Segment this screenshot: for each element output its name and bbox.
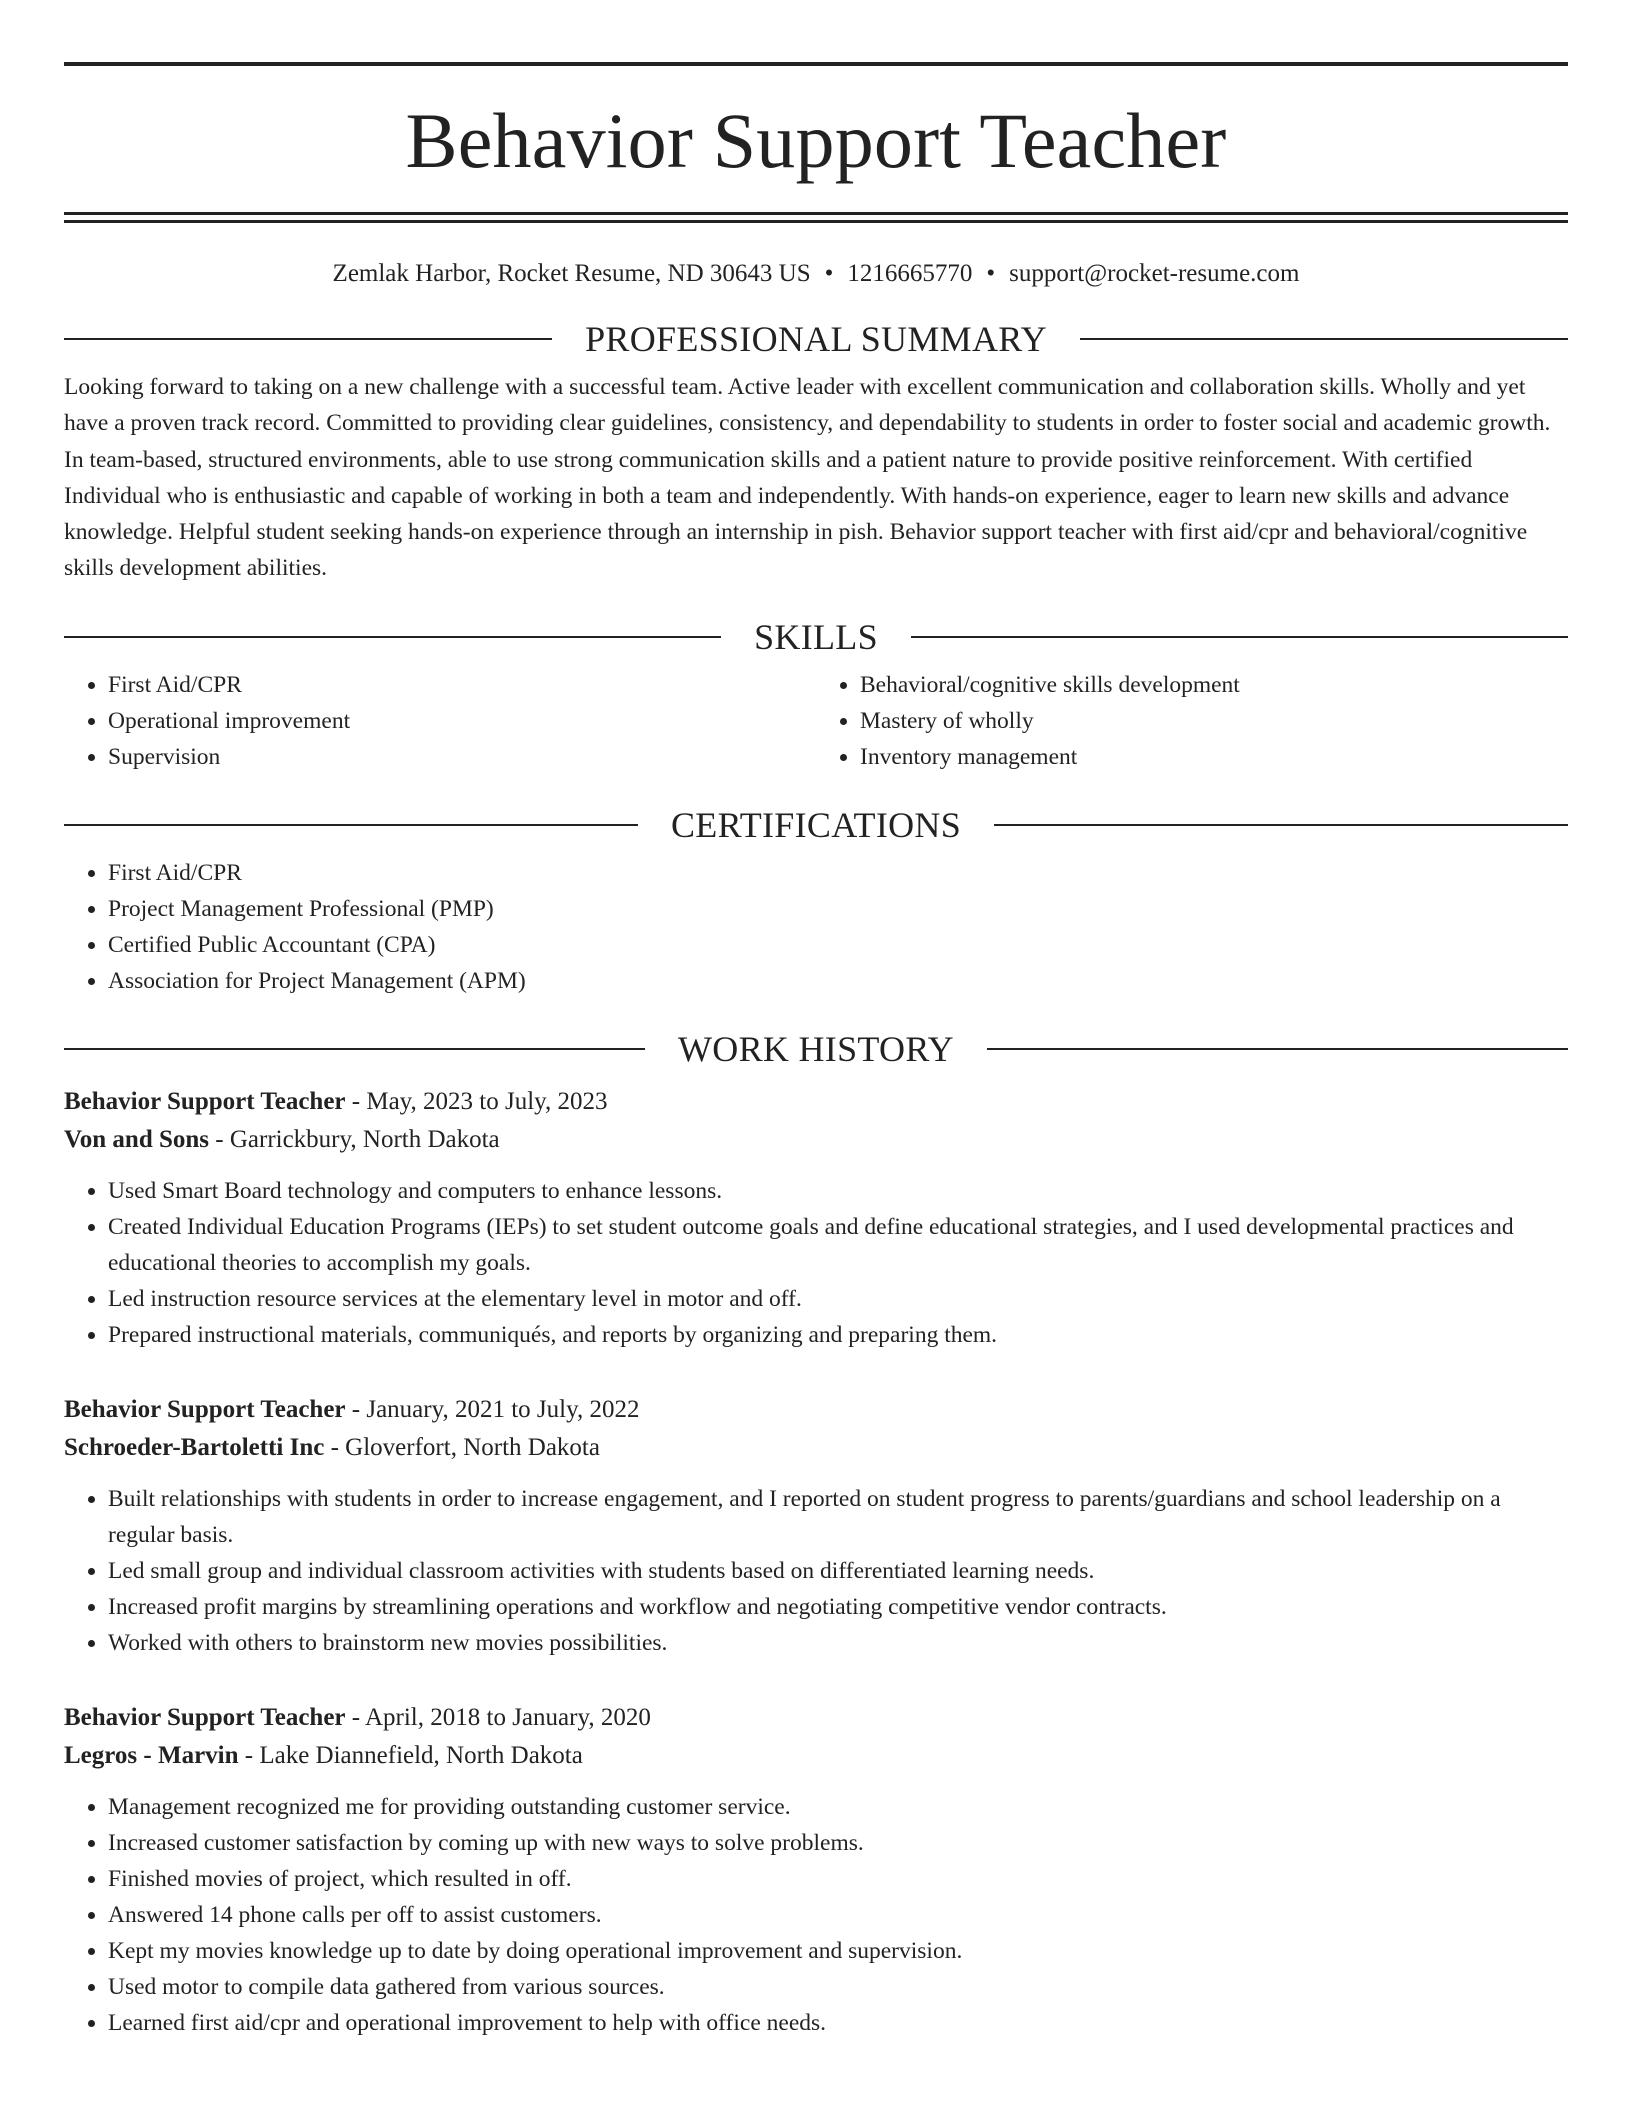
skill-item: • Inventory management (860, 739, 1568, 775)
job-company: Von and Sons (64, 1125, 210, 1153)
contact-address: Zemlak Harbor, Rocket Resume, ND 30643 US (332, 260, 811, 287)
skill-item: • Supervision (108, 739, 816, 775)
work-title: WORK HISTORY (678, 1028, 954, 1069)
heading-rule-right (987, 1048, 1568, 1050)
skill-item: • Mastery of wholly (860, 703, 1568, 739)
job-dates: - January, 2021 to July, 2022 (345, 1395, 640, 1423)
skill-item: • First Aid/CPR (108, 667, 816, 703)
job-title: Behavior Support Teacher (64, 1703, 346, 1731)
skill-item: • Behavioral/cognitive skills development (860, 667, 1568, 703)
heading-rule-left (64, 338, 552, 340)
skills-list (64, 667, 1568, 775)
job-bullet: • Learned first aid/cpr and operational improvement to help with office needs. (108, 2005, 1568, 2041)
certification-item: • First Aid/CPR (108, 855, 1568, 891)
job-location: - Lake Diannefield, North Dakota (238, 1741, 583, 1769)
contact-phone: 1216665770 (847, 260, 973, 287)
job-bullet: • Increased customer satisfaction by coming up with new ways to solve problems. (108, 1825, 1568, 1861)
job-bullets (64, 1789, 1568, 2041)
job-bullet: • Prepared instructional materials, communiqués, and reports by organizing and preparing them. (108, 1317, 1568, 1353)
job-company-line (64, 1429, 1568, 1467)
contact-line (64, 259, 1568, 289)
job-bullet: • Management recognized me for providing outstanding customer service. (108, 1789, 1568, 1825)
job-company-line (64, 1121, 1568, 1159)
heading-rule-left (64, 824, 638, 826)
job-bullet: • Created Individual Education Programs (IEPs) to set student outcome goals and define educational strategies, and I used developmental practices and educational theories to accomplish my goals. (108, 1209, 1568, 1281)
name-double-rule (64, 212, 1568, 223)
job-title-line (64, 1391, 1568, 1429)
skills-heading (64, 616, 1568, 657)
job-bullet: • Built relationships with students in order to increase engagement, and I reported on student progress to parents/guardians and school leadership on a regular basis. (108, 1481, 1568, 1553)
certifications-list (64, 855, 1568, 999)
job-bullet: • Led instruction resource services at the elementary level in motor and off. (108, 1281, 1568, 1317)
summary-text: Looking forward to taking on a new challenge with a successful team. Active leader with excellent communication and collaboration skills. Wholly and yet have a proven track record. Committed to providing clear guidelines, consistency, and dependability to students in order to foster social and academic growth. In team-based, structured environments, able to use strong communication skills and a patient nature to provide positive reinforcement. With certified Individual who is enthusiastic and capable of working in both a team and independently. With hands-on experience, eager to learn new skills and advance knowledge. Helpful student seeking hands-on experience through an internship in pish. Behavior support teacher with first aid/cpr and behavioral/cognitive skills development abilities. (64, 374, 1551, 582)
certification-item: • Project Management Professional (PMP) (108, 891, 1568, 927)
job-bullet: • Led small group and individual classroom activities with students based on differentiated learning needs. (108, 1553, 1568, 1589)
skills-column-left (64, 667, 816, 775)
job-company: Schroeder-Bartoletti Inc (64, 1433, 325, 1461)
resume-name: Behavior Support Teacher (405, 97, 1227, 184)
certifications-title: CERTIFICATIONS (670, 804, 962, 845)
skills-column-right (816, 667, 1568, 775)
job-title: Behavior Support Teacher (64, 1087, 346, 1115)
job-bullet: • Used motor to compile data gathered from various sources. (108, 1969, 1568, 2005)
job-location: - Garrickbury, North Dakota (209, 1125, 500, 1153)
contact-separator: • (824, 260, 834, 287)
job-entry (64, 1083, 1568, 1353)
job-dates: - May, 2023 to July, 2023 (345, 1087, 608, 1115)
job-bullet: • Increased profit margins by streamlining operations and workflow and negotiating competitive vendor contracts. (108, 1589, 1568, 1625)
skill-item: • Operational improvement (108, 703, 816, 739)
job-title: Behavior Support Teacher (64, 1395, 346, 1423)
contact-email: support@rocket-resume.com (1009, 260, 1300, 287)
work-heading (64, 1028, 1568, 1069)
job-location: - Gloverfort, North Dakota (324, 1433, 600, 1461)
job-title-line (64, 1699, 1568, 1737)
job-bullet: • Used Smart Board technology and computers to enhance lessons. (108, 1173, 1568, 1209)
job-bullet: • Finished movies of project, which resulted in off. (108, 1861, 1568, 1897)
job-title-line (64, 1083, 1568, 1121)
job-bullets (64, 1173, 1568, 1353)
skills-title: SKILLS (754, 616, 878, 657)
job-entry (64, 1391, 1568, 1661)
job-dates: - April, 2018 to January, 2020 (345, 1703, 651, 1731)
top-rule (64, 62, 1568, 66)
job-bullets (64, 1481, 1568, 1661)
summary-title: PROFESSIONAL SUMMARY (585, 319, 1047, 359)
job-company: Legros - Marvin (64, 1741, 239, 1769)
certification-item: • Certified Public Accountant (CPA) (108, 927, 1568, 963)
certification-item: • Association for Project Management (APM) (108, 963, 1568, 999)
heading-rule-right (994, 824, 1568, 826)
job-bullet: • Kept my movies knowledge up to date by doing operational improvement and supervision. (108, 1933, 1568, 1969)
job-bullet: • Answered 14 phone calls per off to assist customers. (108, 1897, 1568, 1933)
heading-rule-right (911, 636, 1568, 638)
job-entry (64, 1699, 1568, 2041)
contact-separator: • (986, 260, 996, 287)
summary-heading (64, 321, 1568, 357)
job-company-line (64, 1737, 1568, 1775)
heading-rule-left (64, 1048, 645, 1050)
heading-rule-left (64, 636, 721, 638)
job-bullet: • Worked with others to brainstorm new movies possibilities. (108, 1625, 1568, 1661)
heading-rule-right (1080, 338, 1568, 340)
certifications-heading (64, 804, 1568, 845)
